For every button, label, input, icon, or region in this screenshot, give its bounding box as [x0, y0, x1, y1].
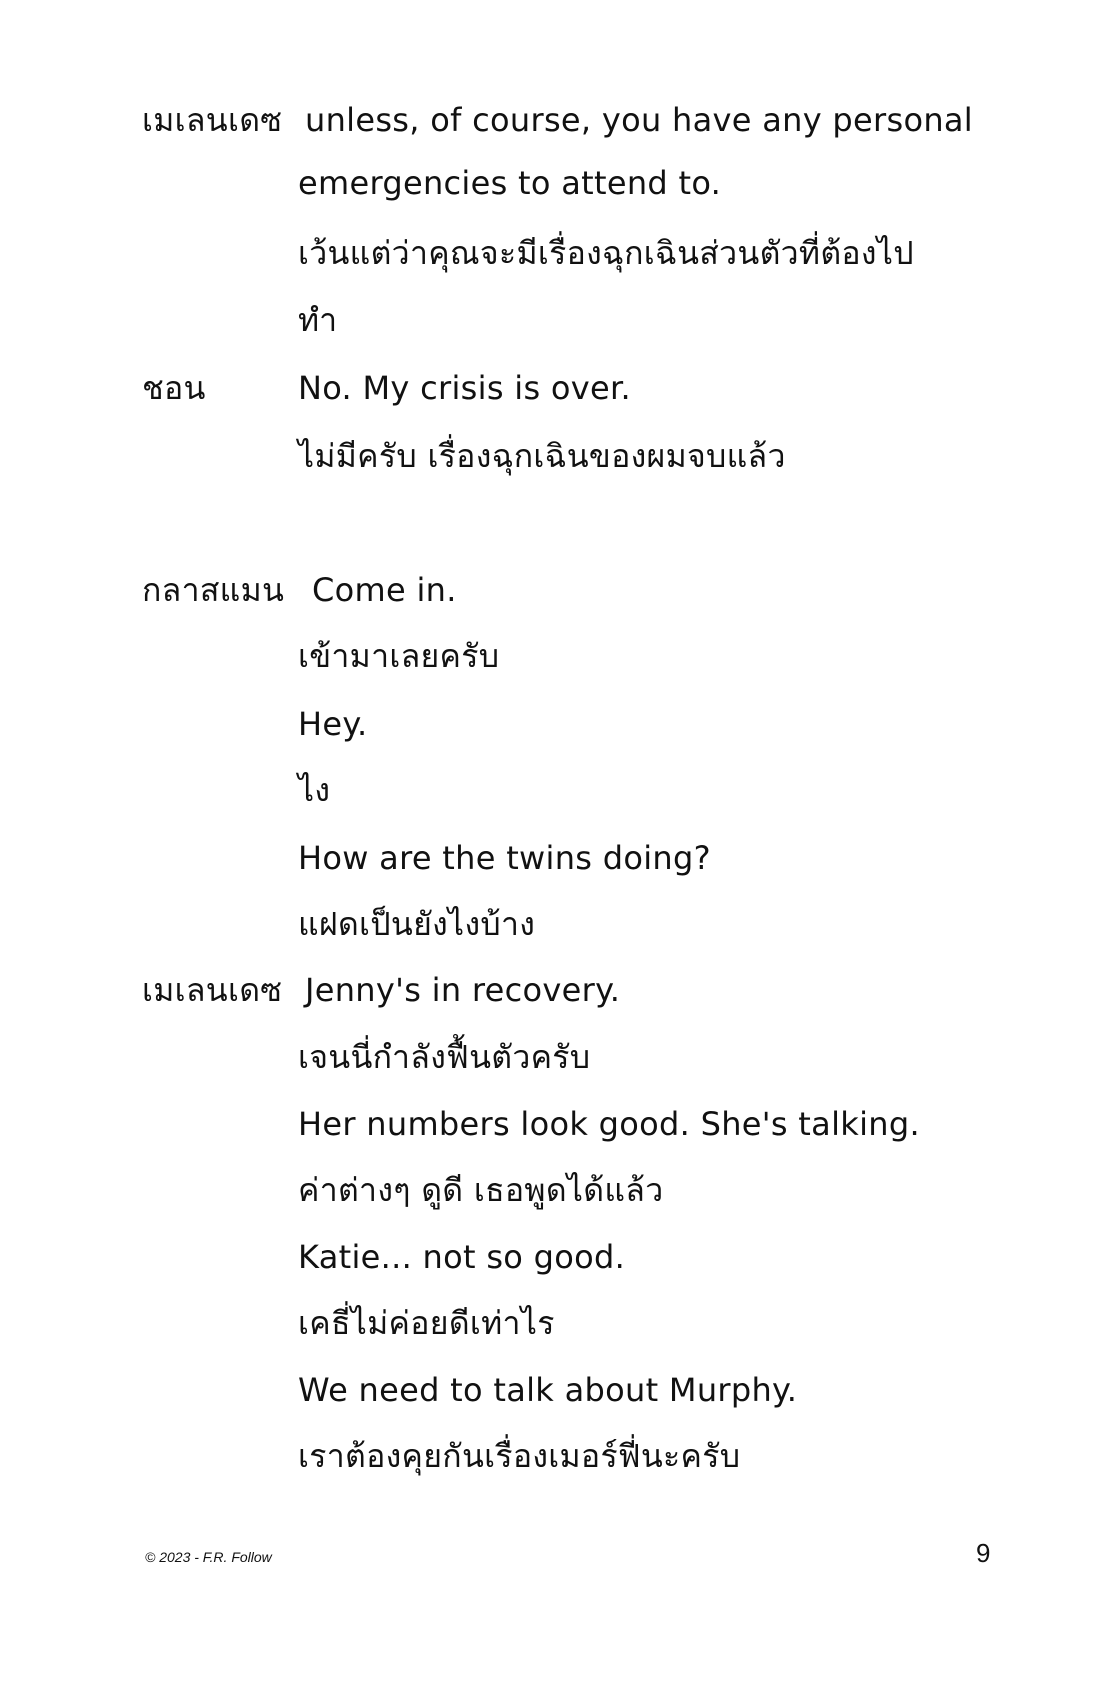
- dialogue-line: We need to talk about Murphy.: [298, 1371, 798, 1409]
- dialogue-line: ไง: [298, 771, 331, 809]
- dialogue-line: Katie... not so good.: [298, 1238, 626, 1276]
- dialogue-line: แฝดเป็นยังไงบ้าง: [298, 905, 536, 943]
- dialogue-line: emergencies to attend to.: [298, 164, 722, 202]
- copyright-footer: © 2023 - F.R. Follow: [145, 1549, 272, 1565]
- dialogue-line: ทำ: [298, 301, 338, 339]
- dialogue-line: เว้นแต่ว่าคุณจะมีเรื่องฉุกเฉินส่วนตัวที่ต้องไป: [298, 234, 914, 272]
- dialogue-line: No. My crisis is over.: [298, 369, 631, 407]
- dialogue-line: เจนนี่กำลังฟื้นตัวครับ: [298, 1038, 591, 1076]
- dialogue-line: Hey.: [298, 705, 368, 743]
- speaker-name: ชอน: [142, 369, 206, 407]
- dialogue-line: ไม่มีครับ เรื่องฉุกเฉินของผมจบแล้ว: [298, 437, 786, 475]
- dialogue-line: Jenny's in recovery.: [305, 971, 621, 1009]
- speaker-name: กลาสแมน: [142, 571, 285, 609]
- dialogue-line: How are the twins doing?: [298, 839, 711, 877]
- dialogue-line: เข้ามาเลยครับ: [298, 637, 500, 675]
- dialogue-line: unless, of course, you have any personal: [305, 101, 973, 139]
- speaker-name: เมเลนเดซ: [142, 101, 283, 139]
- dialogue-line: ค่าต่างๆ ดูดี เธอพูดได้แล้ว: [298, 1171, 664, 1209]
- dialogue-line: Come in.: [312, 571, 457, 609]
- page-number: 9: [976, 1538, 991, 1568]
- dialogue-line: Her numbers look good. She's talking.: [298, 1105, 920, 1143]
- dialogue-line: เราต้องคุยกันเรื่องเมอร์ฟี่นะครับ: [298, 1437, 741, 1475]
- speaker-name: เมเลนเดซ: [142, 971, 283, 1009]
- dialogue-line: เคธี่ไม่ค่อยดีเท่าไร: [298, 1304, 555, 1342]
